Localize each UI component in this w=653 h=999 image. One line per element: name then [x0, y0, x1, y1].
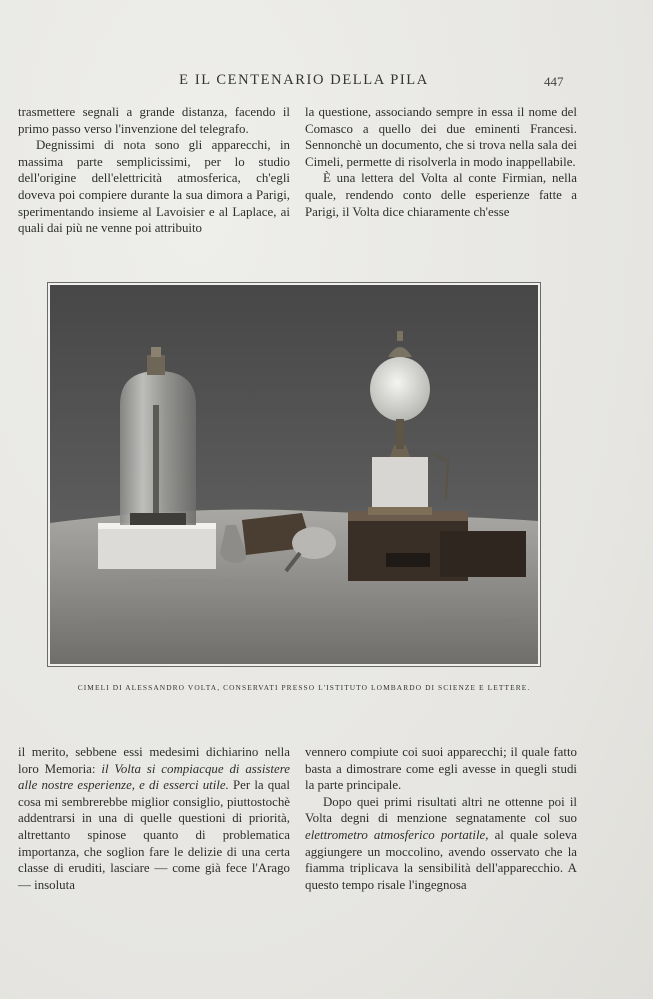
figure-caption: CIMELI DI ALESSANDRO VOLTA, CONSERVATI PRESSO L'ISTITUTO LOMBARDO DI SCIENZE E LETTERE. [77, 683, 531, 692]
volta-relics-photo [50, 285, 538, 664]
text-segment: al quale soleva aggiungere un moccolino, avendo osservato che la fiamma triplicava la sensibilità dell'apparecchio. A questo tempo risale l'ingegnosa [305, 827, 577, 892]
paragraph: È una lettera del Volta al conte Firmian, nella quale, rendendo conto delle esperienze fatte a Parigi, il Volta dice chiaramente ch'esse [305, 171, 577, 219]
paragraph: trasmettere segnali a grande distanza, facendo il primo passo verso l'invenzione del telegrafo. [18, 105, 290, 136]
bottom-right-column [305, 744, 577, 893]
page-number: 447 [544, 74, 564, 89]
top-right-column [305, 104, 577, 220]
paragraph: Degnissimi di nota sono gli apparecchi, in massima parte semplicissimi, per lo studio dell'origine dell'elettricità atmosferica, ch'egli doveva poi compiere durante la sua dimora a Parigi, sperimentando insieme al Lavoisier e al Laplace, ai quali dai più ne venne poi attribuito [18, 138, 290, 236]
bottom-left-column [18, 744, 290, 893]
top-left-column [18, 104, 290, 237]
paragraph [305, 794, 577, 894]
text-segment: il merito, sebbene essi medesimi dichiarino nella loro Memoria: [18, 745, 290, 776]
figure-photograph [50, 285, 538, 664]
italic-term: elettrometro atmosferico portatile, [305, 827, 489, 842]
paragraph: la questione, associando sempre in essa il nome del Comasco a quello dei due eminenti Francesi. Sennonchè un documento, che si trova nella sala dei Cimeli, permette di risolverla in modo inappellabile. [305, 105, 577, 169]
italic-quote: il Volta si compiacque di assistere alle nostre esperienze, e di esserci utile. [18, 761, 290, 793]
text-segment: Dopo quei primi risultati altri ne ottenne poi il Volta degni di menzione segnatamente col suo [305, 794, 577, 826]
paragraph [18, 744, 290, 893]
running-head: E IL CENTENARIO DELLA PILA [179, 72, 429, 88]
paragraph: vennero compiute coi suoi apparecchi; il quale fatto basta a dimostrare come egli avesse in quegli studi la parte principale. [305, 745, 577, 793]
text-segment: Per la qual cosa mi sembrerebbe miglior consiglio, piuttostochè addentrarsi in una di quelle questioni di priorità, altrettanto spinose quanto di problematica importanza, che soglion fare le delizie di una certa classe di eruditi, lasciare — come già fece l'Arago — insoluta [18, 778, 290, 892]
